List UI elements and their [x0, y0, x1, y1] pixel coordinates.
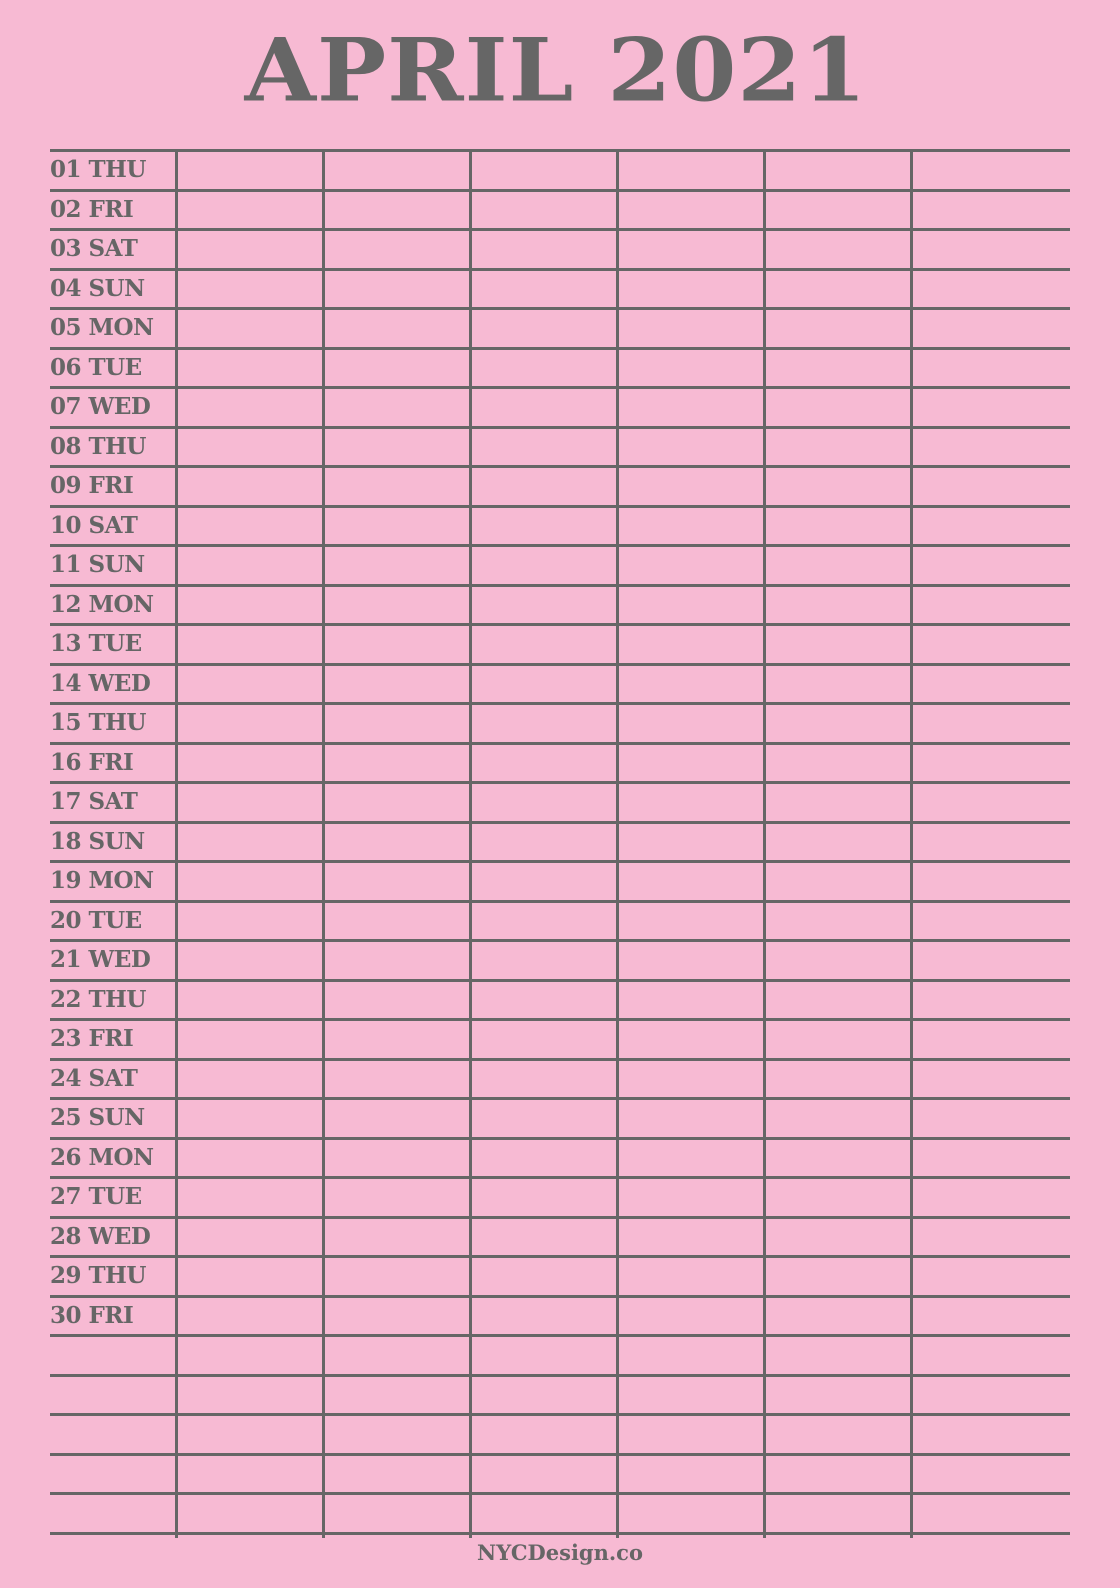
row-divider — [50, 347, 1070, 350]
row-divider — [50, 860, 1070, 863]
row-divider — [50, 939, 1070, 942]
row-divider — [50, 900, 1070, 903]
footer-credit: NYCDesign.co — [477, 1540, 643, 1565]
column-divider — [910, 150, 913, 1538]
row-divider — [50, 742, 1070, 745]
row-divider — [50, 1453, 1070, 1456]
row-divider — [50, 781, 1070, 784]
day-label: 12 MON — [50, 591, 154, 618]
row-divider — [50, 228, 1070, 231]
day-label: 29 THU — [50, 1262, 146, 1289]
row-divider — [50, 149, 1070, 152]
row-divider — [50, 1137, 1070, 1140]
day-label: 19 MON — [50, 867, 154, 894]
row-divider — [50, 1413, 1070, 1416]
day-label: 28 WED — [50, 1223, 151, 1250]
day-label: 17 SAT — [50, 788, 138, 815]
row-divider — [50, 544, 1070, 547]
day-label: 18 SUN — [50, 828, 145, 855]
row-divider — [50, 1216, 1070, 1219]
row-divider — [50, 623, 1070, 626]
row-divider — [50, 307, 1070, 310]
day-label: 27 TUE — [50, 1183, 142, 1210]
row-divider — [50, 663, 1070, 666]
row-divider — [50, 702, 1070, 705]
day-label: 02 FRI — [50, 196, 134, 223]
row-divider — [50, 465, 1070, 468]
column-divider — [763, 150, 766, 1538]
day-label: 03 SAT — [50, 235, 138, 262]
row-divider — [50, 1255, 1070, 1258]
row-divider — [50, 1018, 1070, 1021]
row-divider — [50, 1176, 1070, 1179]
row-divider — [50, 386, 1070, 389]
day-label: 10 SAT — [50, 512, 138, 539]
row-divider — [50, 979, 1070, 982]
row-divider — [50, 1097, 1070, 1100]
day-label: 08 THU — [50, 433, 146, 460]
day-label: 20 TUE — [50, 907, 142, 934]
day-label: 25 SUN — [50, 1104, 145, 1131]
day-label: 09 FRI — [50, 472, 134, 499]
column-divider — [175, 150, 178, 1538]
column-divider — [616, 150, 619, 1538]
day-label: 11 SUN — [50, 551, 145, 578]
day-label: 06 TUE — [50, 354, 142, 381]
day-label: 21 WED — [50, 946, 151, 973]
column-divider — [469, 150, 472, 1538]
row-divider — [50, 268, 1070, 271]
row-divider — [50, 1295, 1070, 1298]
row-divider — [50, 426, 1070, 429]
day-label: 13 TUE — [50, 630, 142, 657]
day-label: 04 SUN — [50, 275, 145, 302]
day-label: 23 FRI — [50, 1025, 134, 1052]
page-title: APRIL 2021 — [244, 18, 868, 122]
row-divider — [50, 1532, 1070, 1535]
day-label: 07 WED — [50, 393, 151, 420]
row-divider — [50, 1058, 1070, 1061]
row-divider — [50, 189, 1070, 192]
day-label: 26 MON — [50, 1144, 154, 1171]
day-label: 01 THU — [50, 156, 146, 183]
row-divider — [50, 505, 1070, 508]
day-label: 16 FRI — [50, 749, 134, 776]
day-label: 22 THU — [50, 986, 146, 1013]
row-divider — [50, 1334, 1070, 1337]
day-label: 15 THU — [50, 709, 146, 736]
column-divider — [322, 150, 325, 1538]
row-divider — [50, 821, 1070, 824]
row-divider — [50, 1492, 1070, 1495]
row-divider — [50, 1374, 1070, 1377]
day-label: 14 WED — [50, 670, 151, 697]
day-label: 30 FRI — [50, 1302, 134, 1329]
day-label: 05 MON — [50, 314, 154, 341]
row-divider — [50, 584, 1070, 587]
day-label: 24 SAT — [50, 1065, 138, 1092]
